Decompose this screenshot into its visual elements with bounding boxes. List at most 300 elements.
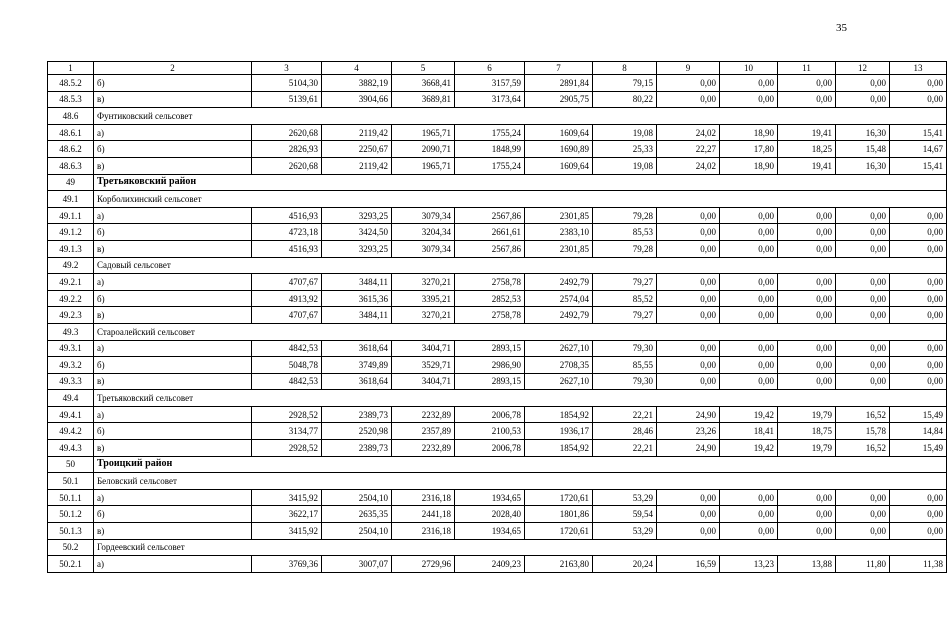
row-value: 3882,19 — [322, 75, 392, 92]
row-value: 19,08 — [593, 157, 657, 174]
row-value: 0,00 — [657, 91, 720, 108]
row-value: 18,90 — [720, 157, 778, 174]
section-title: Гордеевский сельсовет — [94, 539, 947, 556]
row-value: 3484,11 — [322, 274, 392, 291]
row-value: 16,52 — [836, 440, 890, 457]
row-value: 1965,71 — [392, 157, 455, 174]
row-value: 3415,92 — [252, 523, 322, 540]
table-row — [48, 423, 947, 440]
row-value: 15,78 — [836, 423, 890, 440]
row-value: 15,41 — [890, 124, 947, 141]
row-value: 0,00 — [657, 75, 720, 92]
row-variant: а) — [94, 340, 252, 357]
row-value: 1720,61 — [525, 523, 593, 540]
row-value: 0,00 — [720, 307, 778, 324]
row-value: 2006,78 — [455, 406, 525, 423]
row-value: 18,41 — [720, 423, 778, 440]
row-value: 2627,10 — [525, 340, 593, 357]
column-number-6: 6 — [455, 62, 525, 75]
row-value: 3293,25 — [322, 240, 392, 257]
row-value: 22,21 — [593, 440, 657, 457]
row-value: 20,24 — [593, 556, 657, 573]
row-value: 0,00 — [778, 274, 836, 291]
row-code: 48.6 — [48, 108, 94, 125]
row-value: 85,53 — [593, 224, 657, 241]
table-row — [48, 357, 947, 374]
section-row — [48, 108, 947, 125]
row-value: 0,00 — [778, 240, 836, 257]
row-value: 80,22 — [593, 91, 657, 108]
row-code: 49.3 — [48, 323, 94, 340]
row-value: 2504,10 — [322, 523, 392, 540]
row-value: 16,59 — [657, 556, 720, 573]
row-value: 4707,67 — [252, 307, 322, 324]
row-value: 4723,18 — [252, 224, 322, 241]
row-code: 48.6.1 — [48, 124, 94, 141]
row-variant: б) — [94, 141, 252, 158]
section-title: Третьяковский сельсовет — [94, 390, 947, 407]
row-value: 2389,73 — [322, 406, 392, 423]
row-value: 0,00 — [836, 274, 890, 291]
row-code: 50.1 — [48, 473, 94, 490]
district-title: Третьяковский район — [94, 174, 947, 191]
row-value: 2729,96 — [392, 556, 455, 573]
row-value: 3904,66 — [322, 91, 392, 108]
row-code: 48.5.2 — [48, 75, 94, 92]
row-code: 49.2.1 — [48, 274, 94, 291]
row-code: 49.2.3 — [48, 307, 94, 324]
row-value: 0,00 — [657, 274, 720, 291]
row-value: 24,90 — [657, 440, 720, 457]
row-value: 2006,78 — [455, 440, 525, 457]
row-code: 48.6.3 — [48, 157, 94, 174]
table-row — [48, 207, 947, 224]
row-value: 0,00 — [890, 506, 947, 523]
row-value: 15,48 — [836, 141, 890, 158]
row-value: 16,30 — [836, 157, 890, 174]
row-value: 19,79 — [778, 406, 836, 423]
table-row — [48, 440, 947, 457]
row-value: 5048,78 — [252, 357, 322, 374]
row-value: 0,00 — [836, 290, 890, 307]
row-value: 1690,89 — [525, 141, 593, 158]
row-value: 0,00 — [720, 75, 778, 92]
row-value: 3404,71 — [392, 340, 455, 357]
row-value: 0,00 — [657, 207, 720, 224]
row-value: 4516,93 — [252, 240, 322, 257]
row-value: 0,00 — [778, 373, 836, 390]
row-value: 3173,64 — [455, 91, 525, 108]
row-value: 0,00 — [836, 91, 890, 108]
row-value: 79,30 — [593, 340, 657, 357]
row-code: 49.1.1 — [48, 207, 94, 224]
row-value: 3618,64 — [322, 340, 392, 357]
row-value: 2758,78 — [455, 274, 525, 291]
row-value: 0,00 — [720, 523, 778, 540]
row-value: 24,90 — [657, 406, 720, 423]
row-value: 3415,92 — [252, 489, 322, 506]
column-number-9: 9 — [657, 62, 720, 75]
row-value: 2891,84 — [525, 75, 593, 92]
table-row — [48, 556, 947, 573]
row-value: 79,27 — [593, 307, 657, 324]
row-value: 0,00 — [890, 489, 947, 506]
row-value: 0,00 — [890, 523, 947, 540]
row-value: 79,15 — [593, 75, 657, 92]
row-value: 0,00 — [657, 489, 720, 506]
row-value: 2520,98 — [322, 423, 392, 440]
row-value: 2905,75 — [525, 91, 593, 108]
row-variant: в) — [94, 157, 252, 174]
row-value: 18,25 — [778, 141, 836, 158]
row-value: 0,00 — [657, 240, 720, 257]
section-row — [48, 539, 947, 556]
row-code: 49.1.2 — [48, 224, 94, 241]
row-variant: а) — [94, 489, 252, 506]
row-value: 0,00 — [778, 207, 836, 224]
section-row — [48, 390, 947, 407]
row-code: 49.4.3 — [48, 440, 94, 457]
row-value: 25,33 — [593, 141, 657, 158]
row-value: 13,88 — [778, 556, 836, 573]
row-value: 0,00 — [890, 75, 947, 92]
row-value: 0,00 — [720, 340, 778, 357]
row-value: 3424,50 — [322, 224, 392, 241]
row-value: 3615,36 — [322, 290, 392, 307]
row-value: 53,29 — [593, 489, 657, 506]
row-code: 50.2 — [48, 539, 94, 556]
row-value: 3007,07 — [322, 556, 392, 573]
table-row — [48, 274, 947, 291]
column-number-1: 1 — [48, 62, 94, 75]
row-value: 3270,21 — [392, 274, 455, 291]
row-value: 2232,89 — [392, 406, 455, 423]
row-value: 0,00 — [720, 240, 778, 257]
district-row — [48, 174, 947, 191]
table-body — [48, 75, 947, 573]
row-value: 2986,90 — [455, 357, 525, 374]
row-value: 2627,10 — [525, 373, 593, 390]
row-value: 2316,18 — [392, 523, 455, 540]
row-code: 50.1.3 — [48, 523, 94, 540]
row-value: 3769,36 — [252, 556, 322, 573]
row-value: 0,00 — [890, 340, 947, 357]
row-variant: а) — [94, 124, 252, 141]
row-value: 2893,15 — [455, 373, 525, 390]
row-value: 0,00 — [890, 207, 947, 224]
column-number-12: 12 — [836, 62, 890, 75]
column-number-4: 4 — [322, 62, 392, 75]
row-value: 5139,61 — [252, 91, 322, 108]
row-value: 0,00 — [657, 290, 720, 307]
row-value: 0,00 — [657, 506, 720, 523]
column-number-11: 11 — [778, 62, 836, 75]
row-code: 50 — [48, 456, 94, 473]
row-value: 59,54 — [593, 506, 657, 523]
row-value: 0,00 — [720, 274, 778, 291]
row-code: 49.2.2 — [48, 290, 94, 307]
row-value: 2928,52 — [252, 440, 322, 457]
row-value: 3079,34 — [392, 207, 455, 224]
row-code: 49.1.3 — [48, 240, 94, 257]
column-number-2: 2 — [94, 62, 252, 75]
table-row — [48, 224, 947, 241]
row-value: 3749,89 — [322, 357, 392, 374]
row-value: 2389,73 — [322, 440, 392, 457]
row-value: 2250,67 — [322, 141, 392, 158]
row-value: 4913,92 — [252, 290, 322, 307]
row-code: 48.5.3 — [48, 91, 94, 108]
row-value: 4516,93 — [252, 207, 322, 224]
row-value: 0,00 — [836, 506, 890, 523]
row-value: 17,80 — [720, 141, 778, 158]
row-value: 1934,65 — [455, 523, 525, 540]
row-value: 24,02 — [657, 157, 720, 174]
row-value: 79,30 — [593, 373, 657, 390]
row-value: 1755,24 — [455, 157, 525, 174]
row-variant: в) — [94, 240, 252, 257]
section-title: Староалейский сельсовет — [94, 323, 947, 340]
column-number-13: 13 — [890, 62, 947, 75]
row-value: 85,52 — [593, 290, 657, 307]
row-value: 0,00 — [778, 506, 836, 523]
row-value: 18,75 — [778, 423, 836, 440]
row-value: 0,00 — [890, 240, 947, 257]
row-value: 3395,21 — [392, 290, 455, 307]
row-value: 0,00 — [657, 224, 720, 241]
row-value: 1965,71 — [392, 124, 455, 141]
row-value: 2661,61 — [455, 224, 525, 241]
row-value: 1720,61 — [525, 489, 593, 506]
row-value: 1609,64 — [525, 157, 593, 174]
row-value: 14,84 — [890, 423, 947, 440]
row-value: 79,27 — [593, 274, 657, 291]
row-value: 2893,15 — [455, 340, 525, 357]
row-value: 28,46 — [593, 423, 657, 440]
row-value: 0,00 — [890, 373, 947, 390]
row-value: 15,49 — [890, 406, 947, 423]
row-value: 22,21 — [593, 406, 657, 423]
row-value: 2758,78 — [455, 307, 525, 324]
row-value: 4707,67 — [252, 274, 322, 291]
row-variant: а) — [94, 556, 252, 573]
row-value: 2409,23 — [455, 556, 525, 573]
row-value: 0,00 — [720, 373, 778, 390]
row-value: 2301,85 — [525, 240, 593, 257]
row-value: 2316,18 — [392, 489, 455, 506]
row-value: 3293,25 — [322, 207, 392, 224]
row-value: 0,00 — [720, 357, 778, 374]
row-value: 0,00 — [657, 357, 720, 374]
row-value: 2928,52 — [252, 406, 322, 423]
row-value: 0,00 — [836, 207, 890, 224]
section-row — [48, 473, 947, 490]
row-value: 0,00 — [778, 523, 836, 540]
row-value: 0,00 — [778, 357, 836, 374]
table-row — [48, 290, 947, 307]
row-value: 3484,11 — [322, 307, 392, 324]
column-number-7: 7 — [525, 62, 593, 75]
section-title: Садовый сельсовет — [94, 257, 947, 274]
row-value: 79,28 — [593, 240, 657, 257]
row-value: 2100,53 — [455, 423, 525, 440]
row-value: 2620,68 — [252, 124, 322, 141]
row-value: 79,28 — [593, 207, 657, 224]
row-code: 49.4.2 — [48, 423, 94, 440]
row-value: 19,41 — [778, 157, 836, 174]
row-code: 50.1.1 — [48, 489, 94, 506]
row-value: 2028,40 — [455, 506, 525, 523]
row-value: 2567,86 — [455, 240, 525, 257]
row-value: 0,00 — [836, 340, 890, 357]
row-value: 2090,71 — [392, 141, 455, 158]
row-code: 49.2 — [48, 257, 94, 274]
table-row — [48, 124, 947, 141]
table-row — [48, 340, 947, 357]
row-value: 15,49 — [890, 440, 947, 457]
row-value: 3270,21 — [392, 307, 455, 324]
section-title: Фунтиковский сельсовет — [94, 108, 947, 125]
row-value: 2635,35 — [322, 506, 392, 523]
table-row — [48, 307, 947, 324]
row-value: 0,00 — [778, 91, 836, 108]
row-value: 3618,64 — [322, 373, 392, 390]
row-value: 2620,68 — [252, 157, 322, 174]
column-number-8: 8 — [593, 62, 657, 75]
row-value: 3157,59 — [455, 75, 525, 92]
row-value: 14,67 — [890, 141, 947, 158]
row-value: 4842,53 — [252, 373, 322, 390]
table-row — [48, 157, 947, 174]
row-value: 3134,77 — [252, 423, 322, 440]
row-variant: б) — [94, 506, 252, 523]
row-value: 23,26 — [657, 423, 720, 440]
row-value: 0,00 — [778, 489, 836, 506]
row-value: 2574,04 — [525, 290, 593, 307]
row-variant: б) — [94, 423, 252, 440]
row-value: 3404,71 — [392, 373, 455, 390]
row-value: 0,00 — [890, 224, 947, 241]
row-code: 48.6.2 — [48, 141, 94, 158]
row-value: 16,52 — [836, 406, 890, 423]
row-value: 0,00 — [890, 357, 947, 374]
row-value: 0,00 — [836, 240, 890, 257]
row-code: 49.4 — [48, 390, 94, 407]
table-row — [48, 240, 947, 257]
row-value: 1936,17 — [525, 423, 593, 440]
row-value: 0,00 — [836, 307, 890, 324]
row-variant: в) — [94, 91, 252, 108]
row-value: 24,02 — [657, 124, 720, 141]
district-row — [48, 456, 947, 473]
row-value: 2708,35 — [525, 357, 593, 374]
row-value: 2492,79 — [525, 307, 593, 324]
row-value: 85,55 — [593, 357, 657, 374]
row-variant: б) — [94, 224, 252, 241]
row-value: 19,08 — [593, 124, 657, 141]
table-row — [48, 523, 947, 540]
row-variant: в) — [94, 523, 252, 540]
row-value: 3689,81 — [392, 91, 455, 108]
row-code: 49 — [48, 174, 94, 191]
tariff-table — [47, 61, 947, 573]
row-value: 1854,92 — [525, 440, 593, 457]
section-row — [48, 191, 947, 208]
table-row — [48, 141, 947, 158]
row-value: 53,29 — [593, 523, 657, 540]
row-value: 0,00 — [720, 506, 778, 523]
row-value: 0,00 — [890, 307, 947, 324]
row-value: 19,42 — [720, 440, 778, 457]
row-value: 0,00 — [720, 207, 778, 224]
table-row — [48, 406, 947, 423]
row-value: 2852,53 — [455, 290, 525, 307]
row-code: 49.4.1 — [48, 406, 94, 423]
row-value: 0,00 — [890, 290, 947, 307]
row-variant: в) — [94, 373, 252, 390]
row-value: 2383,10 — [525, 224, 593, 241]
row-value: 2504,10 — [322, 489, 392, 506]
row-value: 19,79 — [778, 440, 836, 457]
row-value: 2567,86 — [455, 207, 525, 224]
row-value: 15,41 — [890, 157, 947, 174]
row-value: 4842,53 — [252, 340, 322, 357]
row-variant: а) — [94, 406, 252, 423]
row-code: 49.3.3 — [48, 373, 94, 390]
row-value: 0,00 — [657, 373, 720, 390]
table-row — [48, 75, 947, 92]
row-value: 0,00 — [778, 224, 836, 241]
section-title: Беловский сельсовет — [94, 473, 947, 490]
row-value: 3079,34 — [392, 240, 455, 257]
row-value: 1755,24 — [455, 124, 525, 141]
row-value: 0,00 — [720, 224, 778, 241]
row-value: 0,00 — [836, 357, 890, 374]
row-value: 0,00 — [836, 523, 890, 540]
row-value: 0,00 — [778, 75, 836, 92]
row-value: 1848,99 — [455, 141, 525, 158]
row-variant: б) — [94, 75, 252, 92]
table-row — [48, 91, 947, 108]
row-value: 1934,65 — [455, 489, 525, 506]
section-title: Корболихинский сельсовет — [94, 191, 947, 208]
section-row — [48, 323, 947, 340]
row-value: 2301,85 — [525, 207, 593, 224]
row-value: 0,00 — [778, 307, 836, 324]
row-code: 49.3.1 — [48, 340, 94, 357]
row-code: 50.1.2 — [48, 506, 94, 523]
row-value: 2492,79 — [525, 274, 593, 291]
row-variant: в) — [94, 440, 252, 457]
row-value: 2357,89 — [392, 423, 455, 440]
district-title: Троицкий район — [94, 456, 947, 473]
row-value: 13,23 — [720, 556, 778, 573]
row-value: 5104,30 — [252, 75, 322, 92]
row-variant: а) — [94, 207, 252, 224]
row-value: 2826,93 — [252, 141, 322, 158]
row-value: 0,00 — [720, 91, 778, 108]
table-row — [48, 373, 947, 390]
section-row — [48, 257, 947, 274]
row-value: 16,30 — [836, 124, 890, 141]
row-value: 2232,89 — [392, 440, 455, 457]
row-value: 0,00 — [778, 340, 836, 357]
row-value: 0,00 — [720, 290, 778, 307]
row-variant: б) — [94, 290, 252, 307]
row-value: 2163,80 — [525, 556, 593, 573]
row-value: 1801,86 — [525, 506, 593, 523]
row-variant: а) — [94, 274, 252, 291]
